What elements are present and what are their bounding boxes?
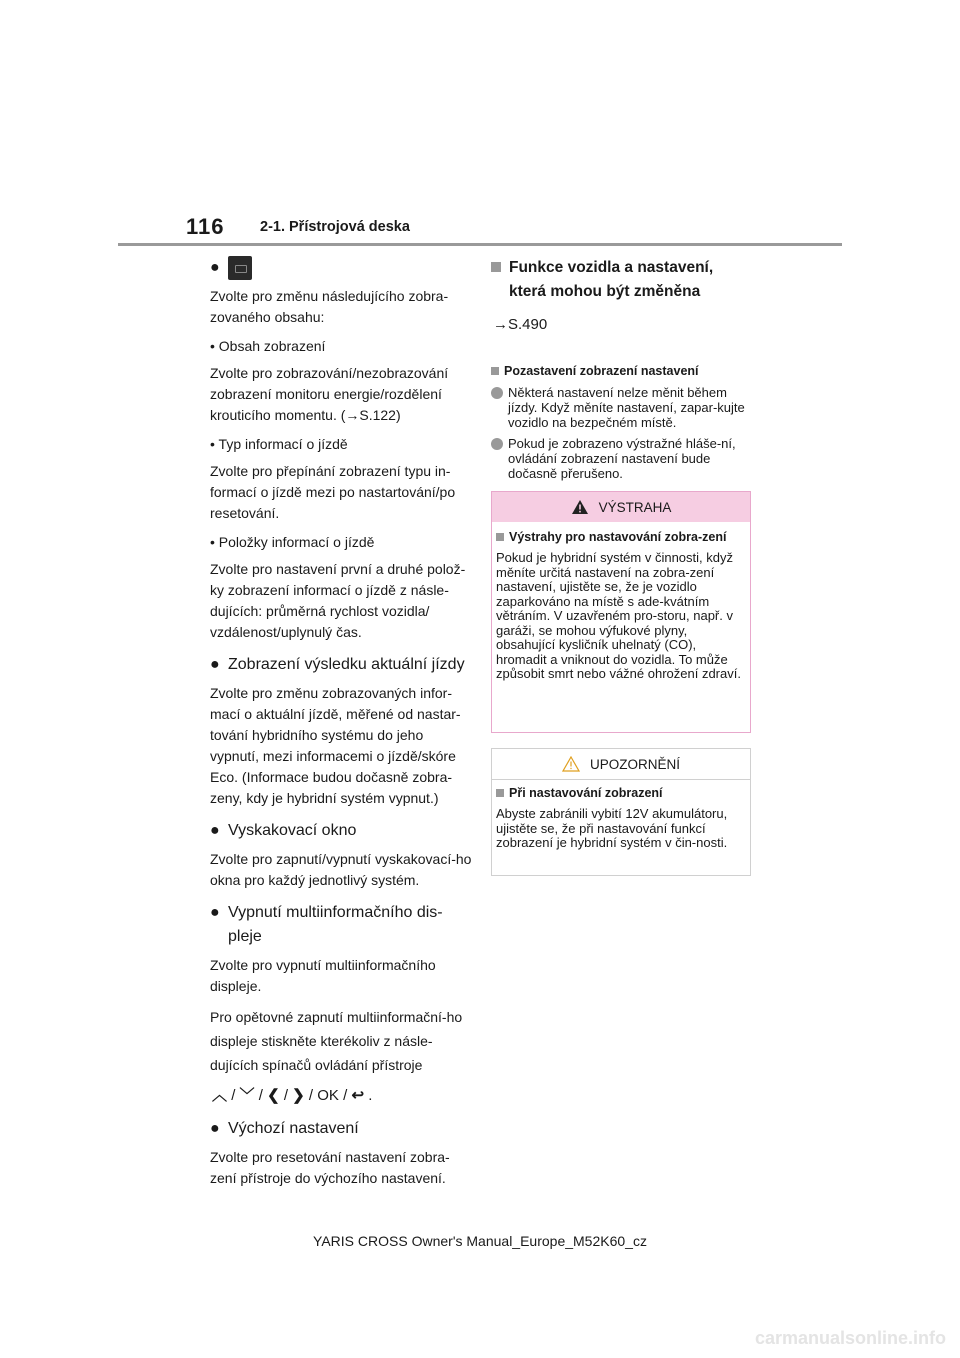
bullet-dot-icon: ● xyxy=(210,822,220,839)
item5-text: Zvolte pro resetování nastavení zobra-zení přístroje do výchozího nastavení. xyxy=(210,1149,450,1186)
item3-text: Zvolte pro zapnutí/vypnutí vyskakovací-ho okna pro každý jednotlivý systém. xyxy=(210,851,472,888)
page-reference: →S.490 xyxy=(493,316,548,333)
item1-sub1-title: • Obsah zobrazení xyxy=(210,338,326,354)
item3-heading: ● Vyskakovací okno xyxy=(210,819,472,843)
ok-switch-label: OK xyxy=(317,1087,339,1104)
square-bullet-icon xyxy=(491,262,501,272)
item1-sub3-title: • Položky informací o jízdě xyxy=(210,534,375,550)
item2-heading: ● Zobrazení výsledku aktuální jízdy xyxy=(210,653,472,677)
watermark: carmanualsonline.info xyxy=(754,1328,946,1348)
item4-text1: Zvolte pro vypnutí multiinformačního displeje. xyxy=(210,957,436,994)
header-rule xyxy=(118,243,842,246)
square-bullet-icon xyxy=(496,789,504,797)
item1-sub1-text: Zvolte pro zobrazování/nezobrazování zobrazení monitoru energie/rozdělení krouticího momentu. (→S.122) xyxy=(210,365,449,423)
notice-header xyxy=(492,749,750,780)
warning-text: Pokud je hybridní systém v činnosti, když měníte určitá nastavení na zobra-zení nastavení, ujistěte se, že je vozidlo zaparkováno na místě s ade-kvátním větráním. V uzavřeném pro-storu, např. v garáži, se mohou výfukové plyny, obsahující kysličník uhelnatý (CO), hromadit a vniknout do vozidla. To může způsobit smrt nebo vážné ohrožení zdraví. xyxy=(496,550,741,681)
warning-triangle-icon xyxy=(571,499,589,515)
circle-bullet-icon xyxy=(491,387,503,399)
chevron-down-icon: ﹀ xyxy=(239,1087,255,1104)
subheading: Pozastavení zobrazení nastavení xyxy=(491,363,751,379)
chevron-left-icon: ❮ xyxy=(267,1087,280,1104)
item1-sub3-text: Zvolte pro nastavení první a druhé polož-ky zobrazení informací o jízdě z násle-dujících: průměrná rychlost vozidla/ vzdálenost/uplynulý čas. xyxy=(210,561,466,640)
warning-heading: Výstrahy pro nastavování zobra-zení xyxy=(496,530,746,545)
notice-text: Abyste zabránili vybití 12V akumulátoru, ujistěte se, že při nastavování funkcí zobrazení je hybridní systém v čin-nosti. xyxy=(496,806,728,850)
back-icon: ↩ xyxy=(351,1087,365,1104)
item4-text2: Pro opětovné zapnutí multiinformační-ho displeje stiskněte kterékoliv z násle-dujících spínačů ovládání přístroje xyxy=(210,1009,463,1073)
bullet-dot-icon: ● xyxy=(210,259,220,276)
bullet-dot-icon: ● xyxy=(210,656,220,673)
item1-sub2-text: Zvolte pro přepínání zobrazení typu in-formací o jízdě mezi po nastartování/po resetování. xyxy=(210,463,456,521)
bullet-dot-icon: ● xyxy=(210,904,220,921)
item1-sub2-title: • Typ informací o jízdě xyxy=(210,436,348,452)
notice-box xyxy=(491,748,751,876)
notice-heading: Při nastavování zobrazení xyxy=(496,786,746,801)
caution-triangle-icon xyxy=(562,756,580,772)
item-settings-icon-heading xyxy=(210,256,472,280)
notice-label: UPOZORNĚNÍ xyxy=(589,756,680,772)
circle-bullet-icon xyxy=(491,438,503,450)
left-column xyxy=(210,256,472,1197)
chevron-right-icon: ❯ xyxy=(292,1087,305,1104)
item4-heading: ● Vypnutí multiinformačního dis-pleje xyxy=(210,901,472,949)
item1-intro: Zvolte pro změnu následujícího zobra-zovaného obsahu: xyxy=(210,288,449,325)
bullet-dot-icon: ● xyxy=(210,1120,220,1137)
control-switch-glyphs: ︿ / ﹀ / ❮ / ❯ / OK / ↩ . xyxy=(212,1085,472,1107)
square-bullet-icon xyxy=(496,533,504,541)
square-bullet-icon xyxy=(491,367,499,375)
warning-label: VÝSTRAHA xyxy=(598,499,672,515)
item5-heading: ● Výchozí nastavení xyxy=(210,1117,472,1141)
right-column xyxy=(491,256,751,487)
footer-text: YARIS CROSS Owner's Manual_Europe_M52K60_cz xyxy=(313,1233,647,1249)
warning-box xyxy=(491,491,751,733)
chevron-up-icon: ︿ xyxy=(212,1087,228,1104)
list-item: Některá nastavení nelze měnit během jízdy. Když měníte nastavení, zapar-kujte vozidlo na bezpečném místě. xyxy=(491,385,751,430)
page-number: 116 xyxy=(186,214,225,239)
warning-header xyxy=(492,492,750,522)
section-heading: Funkce vozidla a nastavení, která mohou být změněna xyxy=(491,256,751,304)
item2-text: Zvolte pro změnu zobrazovaných infor-mací o aktuální jízdě, měřené od nastar-tování hybridního systému do jeho vypnutí, mezi informacemi o jízdě/skóre Eco. (Informace budou dočasně zobra-zeny, kdy je hybridní systém vypnut.) xyxy=(210,685,461,806)
list-item: Pokud je zobrazeno výstražné hláše-ní, ovládání zobrazení nastavení bude dočasně přerušeno. xyxy=(491,436,751,481)
section-title: 2-1. Přístrojová deska xyxy=(260,219,410,235)
vehicle-settings-icon xyxy=(228,256,252,280)
